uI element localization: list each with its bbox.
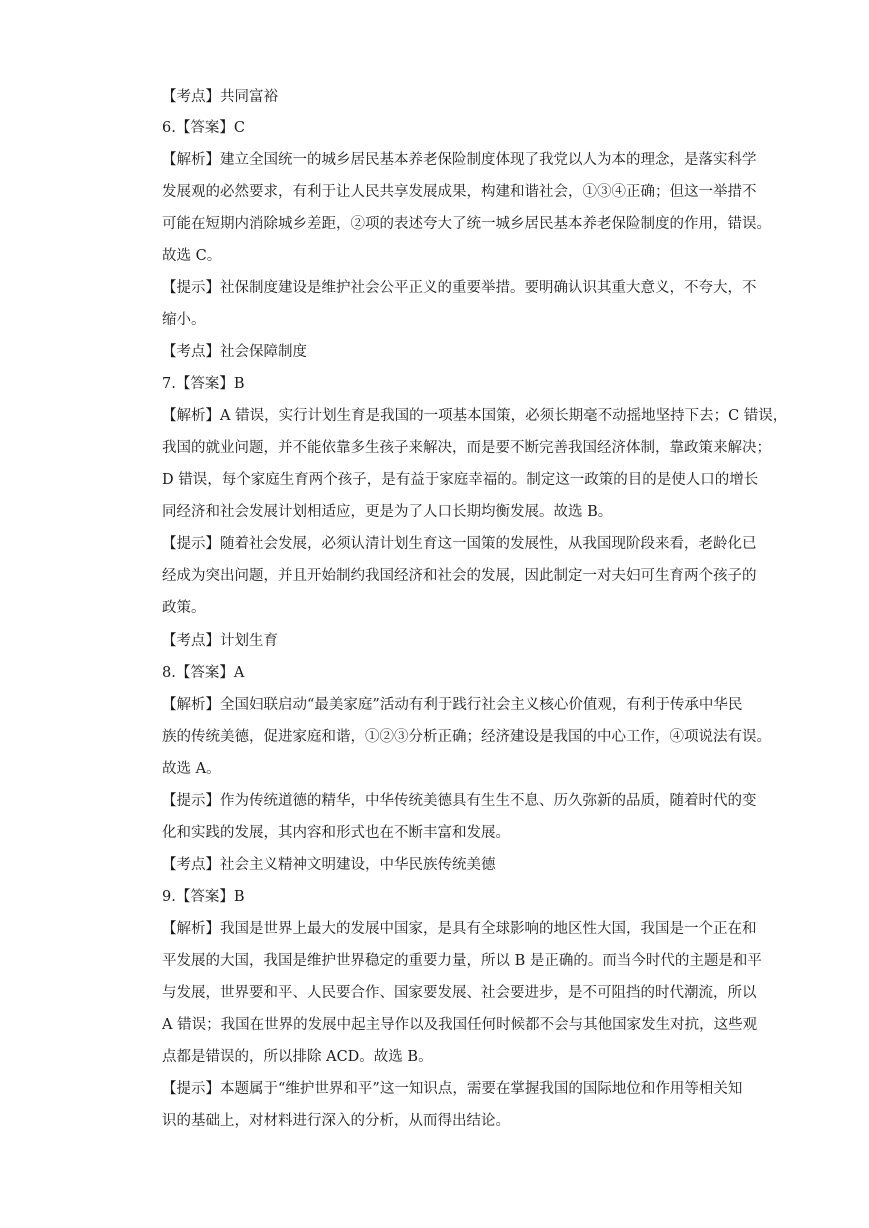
text-line: 经成为突出问题，并且开始制约我国经济和社会的发展，因此制定一对夫妇可生育两个孩子的 <box>162 568 757 584</box>
text-line: 7.【答案】B <box>162 376 245 392</box>
text-line: 政策。 <box>162 600 206 616</box>
text-line: 9.【答案】B <box>162 889 245 905</box>
text-line: 【提示】本题属于“维护世界和平”这一知识点，需要在掌握我国的国际地位和作用等相关知 <box>162 1081 743 1097</box>
text-line: 平发展的大国，我国是维护世界稳定的重要力量，所以 B 是正确的。而当今时代的主题是和平 <box>162 953 762 969</box>
text-line: 族的传统美德，促进家庭和谐，①②③分析正确；经济建设是我国的中心工作，④项说法有误。 <box>162 729 771 745</box>
text-line: 可能在短期内消除城乡差距，②项的表述夸大了统一城乡居民基本养老保险制度的作用，错误。 <box>162 216 771 232</box>
text-line: 识的基础上，对材料进行深入的分析，从而得出结论。 <box>162 1113 510 1129</box>
text-line: 化和实践的发展，其内容和形式也在不断丰富和发展。 <box>162 825 510 841</box>
text-line: 【考点】社会保障制度 <box>162 344 307 360</box>
text-line: 【提示】作为传统道德的精华，中华传统美德具有生生不息、历久弥新的品质，随着时代的变 <box>162 793 757 809</box>
text-line: 8.【答案】A <box>162 665 245 681</box>
text-line: 【考点】社会主义精神文明建设，中华民族传统美德 <box>162 857 496 873</box>
text-line: 【解析】建立全国统一的城乡居民基本养老保险制度体现了我党以人为本的理念，是落实科学 <box>162 152 757 168</box>
text-line: 点都是错误的，所以排除 ACD。故选 B。 <box>162 1049 433 1065</box>
text-line: 【考点】共同富裕 <box>162 89 278 105</box>
text-line: 6.【答案】C <box>162 120 245 136</box>
text-line: 发展观的必然要求，有利于让人民共享发展成果，构建和谐社会，①③④正确；但这一举措不 <box>162 184 757 200</box>
text-line: 我国的就业问题，并不能依靠多生孩子来解决，而是要不断完善我国经济体制，靠政策来解决； <box>162 440 771 456</box>
text-line: 【提示】随着社会发展，必须认清计划生育这一国策的发展性，从我国现阶段来看，老龄化已 <box>162 536 757 552</box>
text-line: 【考点】计划生育 <box>162 633 278 649</box>
text-line: 与发展，世界要和平、人民要合作、国家要发展、社会要进步，是不可阻挡的时代潮流，所以 <box>162 985 757 1001</box>
text-line: A 错误；我国在世界的发展中起主导作以及我国任何时候都不会与其他国家发生对抗，这些观 <box>162 1017 758 1033</box>
text-line: 【解析】我国是世界上最大的发展中国家，是具有全球影响的地区性大国，我国是一个正在和 <box>162 921 757 937</box>
text-line: 故选 A。 <box>162 761 221 777</box>
text-line: 同经济和社会发展计划相适应，更是为了人口长期均衡发展。故选 B。 <box>162 504 613 520</box>
text-line: D 错误，每个家庭生育两个孩子，是有益于家庭幸福的。制定这一政策的目的是使人口的增长 <box>162 472 759 488</box>
text-line: 【解析】A 错误，实行计划生育是我国的一项基本国策，必须长期毫不动摇地坚持下去；C 错误， <box>162 408 788 424</box>
text-line: 【提示】社保制度建设是维护社会公平正义的重要举措。要明确认识其重大意义，不夸大，不 <box>162 280 757 296</box>
text-line: 缩小。 <box>162 312 206 328</box>
text-line: 故选 C。 <box>162 248 222 264</box>
text-line: 【解析】全国妇联启动“最美家庭”活动有利于践行社会主义核心价值观，有利于传承中华民 <box>162 697 743 713</box>
